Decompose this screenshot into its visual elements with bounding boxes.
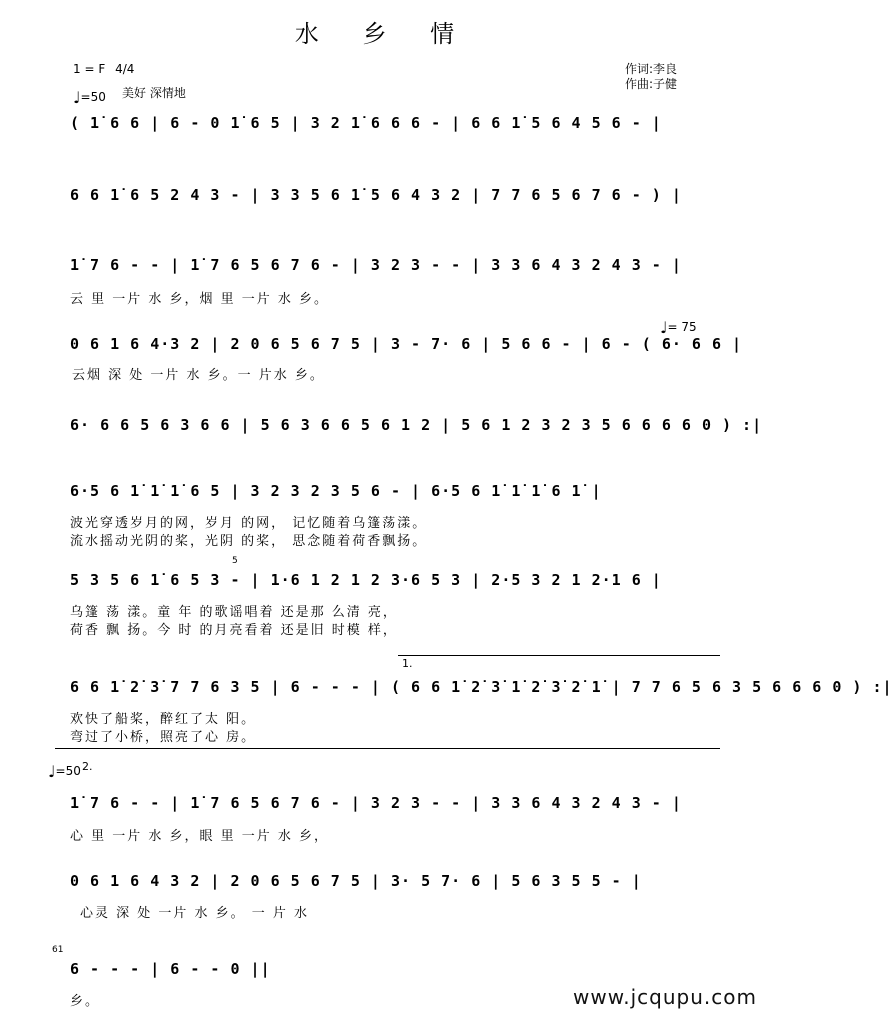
lyric-row-7a: 乌篷 荡 漾。童 年 的歌谣唱着 还是那 么清 亮， <box>70 605 398 620</box>
song-title: 水 乡 情 <box>294 20 473 48</box>
lyric-row-4: 云烟 深 处 一片 水 乡。一 片水 乡。 <box>72 368 325 383</box>
tempo-marking <box>73 88 106 107</box>
lyric-row-6a: 波光穿透岁月的网，岁月 的网， 记忆随着乌篷荡漾。 <box>70 516 428 531</box>
second-ending-label: 2. <box>82 760 93 773</box>
tempo-return-marking <box>48 762 81 781</box>
lyric-row-10: 心灵 深 处 一片 水 乡。 一 片 水 <box>80 906 310 921</box>
score-row-4: 0 6 1 6 4·3 2 | 2 0 6 5 6 7 5 | 3 - 7· 6 | 5 6 6 - | 6 - ( 6· 6 6 | <box>70 335 743 353</box>
lyric-row-7b: 荷香 飘 扬。今 时 的月亮看着 还是旧 时模 样， <box>70 623 398 638</box>
score-row-6: 6·5 6 1̇ 1̇ 1̇ 6 5 | 3 2 3 2 3 5 6 - | 6·5 6 1̇ 1̇ 1̇ 6 1̇ | <box>70 482 602 500</box>
score-row-9: 1̇ 7 6 - - | 1̇ 7 6 5 6 7 6 - | 3 2 3 - - | 3 3 6 4 3 2 4 3 - | <box>70 794 682 812</box>
lyric-row-8a: 欢快了船桨，醉红了太 阳。 <box>70 712 257 727</box>
score-row-10: 0 6 1 6 4 3 2 | 2 0 6 5 6 7 5 | 3· 5 7· 6 | 5 6 3 5 5 - | <box>70 872 642 890</box>
lyric-row-8b: 弯过了小桥，照亮了心 房。 <box>70 730 257 745</box>
score-row-5: 6· 6 6 5 6 3 6 6 | 5 6 3 6 6 5 6 1 2 | 5 6 1 2 3 2 3 5 6 6 6 6 0 ) :| <box>70 416 763 434</box>
expression-marking: 美好 深情地 <box>122 86 186 100</box>
quarter-note-icon: ♩ <box>73 88 81 107</box>
lyric-row-9: 心 里 一片 水 乡，眼 里 一片 水 乡， <box>70 829 330 844</box>
key-signature <box>73 62 134 76</box>
credits <box>625 62 677 92</box>
score-row-2: 6 6 1̇ 6 5 2 4 3 - | 3 3 5 6 1̇ 5 6 4 3 2 | 7 7 6 5 6 7 6 - ) | <box>70 186 682 204</box>
score-row-1: ( 1̇ 6 6 | 6 - 0 1̇ 6 5 | 3 2 1̇ 6 6 6 - | 6 6 1̇ 5 6 4 5 6 - | <box>70 114 662 132</box>
key-label: 1 = F <box>73 62 106 76</box>
quarter-note-icon: ♩ <box>48 762 56 781</box>
score-row-11: 6 - - - | 6 - - 0 || <box>70 960 271 978</box>
tempo-return-value: =50 <box>55 764 81 778</box>
composer-credit: 作曲:子健 <box>624 77 677 91</box>
grace-note-small: 5 <box>232 556 238 566</box>
system-divider <box>55 748 720 749</box>
watermark: www.jcqupu.com <box>573 985 757 1009</box>
grace-note: 61 <box>52 945 64 955</box>
first-ending-bracket <box>398 655 720 656</box>
lyricist-credit: 作词:李良 <box>624 62 677 76</box>
tempo-value: =50 <box>80 90 106 104</box>
score-row-3: 1̇ 7 6 - - | 1̇ 7 6 5 6 7 6 - | 3 2 3 - - | 3 3 6 4 3 2 4 3 - | <box>70 256 682 274</box>
score-row-7: 5 3 5 6 1̇ 6 5 3 - | 1·6 1 2 1 2 3·6 5 3 | 2·5 3 2 1 2·1 6 | <box>70 571 662 589</box>
tempo-change-value: = 75 <box>667 320 697 334</box>
first-ending-label: 1. <box>402 657 413 670</box>
lyric-row-6b: 流水摇动光阴的桨，光阴 的桨， 思念随着荷香飘扬。 <box>70 534 428 549</box>
score-row-8: 6 6 1̇ 2̇ 3̇ 7 7 6 3 5 | 6 - - - | ( 6 6 1̇ 2̇ 3̇ 1̇ 2̇ 3̇ 2̇ 1̇ | 7 7 6 5 6 3 5 6 6 6 0 ) :| <box>70 678 893 696</box>
time-signature: 4/4 <box>115 62 135 76</box>
lyric-row-3: 云 里 一片 水 乡，烟 里 一片 水 乡。 <box>70 292 330 307</box>
quarter-note-icon: ♩ <box>660 318 668 337</box>
lyric-row-11: 乡。 <box>70 994 101 1009</box>
